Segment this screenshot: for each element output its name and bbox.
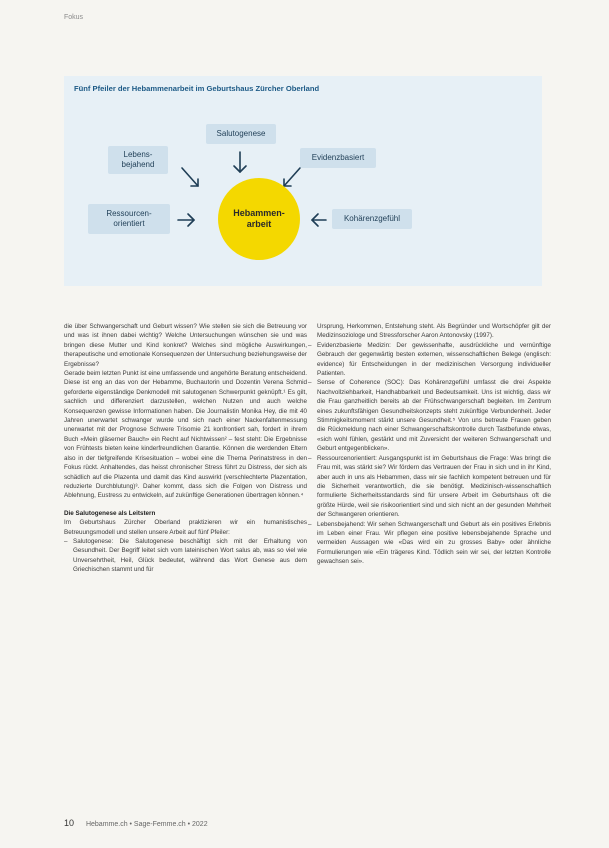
list-item: – Sense of Coherence (SOC): Das Kohärenzgefühl umfasst die drei Aspekte Nachvollziehbarkeit, Handhabbarkeit und Bedeutsamkeit. Uns ist wichtig, dass wir die Frau ganzheitlich bereits ab der Frühschwangerschaft begleiten. Im Zentrum eines zukunftsfähigen Gesundheitskonzepts steht zukünftige Verbundenheit. Jeder Stimmigkeitsmoment stärkt unsere Gesundheit.⁵ Von uns betreute Frauen geben die Rückmeldung nach einer Schwangerschaftskontrolle durch Tastbefunde etwas, «sich wohl fühlen, gestärkt und mit Zuversicht der weiteren Schwangerschaft und Geburt entgegenblicken». [317,378,551,453]
node-lebensbejahend: Lebens- bejahend [108,146,168,174]
list-item: – Evidenzbasierte Medizin: Der gewissenhafte, ausdrückliche und vernünftige Gebrauch der gegenwärtig besten externen, wissenschaftlichen Belege (englisch: evidence) für Entscheidungen in der medizinischen Versorgung individueller Patienten. [317,341,551,379]
pillars-list [308,341,551,567]
node-ressourcenorientiert: Ressourcen- orientiert [88,204,170,234]
left-column [64,322,307,575]
list-item: – Ressourcenorientiert: Ausgangspunkt ist im Geburtshaus die Frage: Was bringt die Frau mit, was stärkt sie? Wir fördern das Vertrauen der Frau in sich und in ihr Kind, aber auch in uns als Hebammen, dass wir sie fachlich kompetent betreuen und für die Sicherheit verantwortlich, die sie benötigt. Medizinisch-wissenschaftlich formulierte Sicherheitsstandards sind für unsere Arbeit im Geburtshaus oft die größte Hürde, weil sie risikoorientiert sind und sich nicht an der gesunden Mehrheit der Schwangeren orientieren. [317,454,551,520]
footer-text: Hebamme.ch • Sage-Femme.ch • 2022 [85,821,208,828]
paragraph: die über Schwangerschaft und Geburt wissen? Wie stellen sie sich die Betreuung vor und was ist ihnen dabei wichtig? Welche Untersuchungen wünschen sie und was bringen diese Mutter und Kind konkret? Welches sind mögliche Auswirkungen, therapeutische und emotionale Konsequenzen der Untersuchung beziehungsweise der Ergebnisse? [64,323,307,368]
diagram-box [64,76,542,286]
arrow-right-icon [178,214,194,226]
page-number: 10 [64,818,75,828]
pillars-list [64,537,307,575]
paragraph: Im Geburtshaus Zürcher Oberland praktizieren wir ein humanistisches Betreuungsmodell und stellen unsere Arbeit auf fünf Pfeiler: [64,519,307,536]
node-kohaerenzgefuehl: Kohärenzgefühl [332,209,412,229]
center-hebammenarbeit [218,178,300,260]
arrow-down-icon [234,152,246,172]
paragraph: Gerade beim letzten Punkt ist eine umfassende und angehörte Beratung entscheidend. Diese ist eng an das von der Hebamme, Buchautorin und Dozentin Verena Schmid geforderte eigenständige Denkmodell mit salutogenen Schwerpunkt geknüpft.¹ Es gilt, sachlich und differenziert darzustellen, welchen Nutzen und auch welche Konsequenzen gewisse Informationen haben. Die Journalistin Monika Hey, die mit 40 Jahren unerwartet schwanger wurde und sich nach einer Nackenfaltenmessung unerwartet mit der Prognose Schwere Trisomie 21 konfrontiert sah, fordert in ihrem Buch «Mein gläserner Bauch» ein Recht auf Nichtwissen² – fest steht: Die Ergebnisse von Frühtests bieten keine kinderfreundlichen Garantie. Können die werdenden Eltern also in der tiefgreifende Krisesituation – wobei eine die Thema Perinatstress in den Fokus rückt. Anhaltendes, das heisst chronischer Stress führt zu Distress, der sich als schädlich auf die Plazenta und damit das Kind auswirkt (verschlechterte Plazentation, reduzierte Durchblutung)³. Daher kommt, dass sich die Folgen von Distress und Ablehnung, Eustress zu entwickeln, auf zukünftige Generationen übertragen können.⁴ [64,370,307,500]
node-salutogenese: Salutogenese [206,124,276,144]
arrow-down-left-icon [284,168,300,186]
center-label: Hebammen- arbeit [233,208,285,229]
diagram-title: Fünf Pfeiler der Hebammenarbeit im Geburtshaus Zürcher Oberland [74,84,320,93]
arrow-left-icon [312,214,326,226]
paragraph: Ursprung, Herkommen, Entstehung steht. Als Begründer und Wortschöpfer gilt der Medizinsoziologe und Stressforscher Aaron Antonovsky (1997). [317,323,551,340]
list-item: – Lebensbejahend: Wir sehen Schwangerschaft und Geburt als ein positives Erlebnis im Leben einer Frau. Wir pflegen eine positive lebensbejahende Sprache und vermeiden Aussagen wie «Das wird ein zu grosses Baby» oder ähnliche Formulierungen wie «Ein trägeres Kind. Tödlich sein wir sei, der letzten Kontrolle gewachsen sei». [317,520,551,567]
node-evidenzbasiert: Evidenzbasiert [300,148,376,168]
section-heading: Die Salutogenese als Leitstern [64,509,156,517]
diagram-arrows [64,76,542,286]
footer [64,818,208,828]
right-column [308,322,551,567]
section-label: Fokus [64,14,84,21]
list-item: – Salutogenese: Die Salutogenese beschäftigt sich mit der Erhaltung von Gesundheit. Der Begriff leitet sich vom lateinischen Wort salus ab, was so viel wie Unversehrtheit, Heil, Glück bedeutet, während das Wort Genese aus dem Griechischen stammt und für [73,537,307,575]
arrow-down-right-icon [182,168,198,186]
